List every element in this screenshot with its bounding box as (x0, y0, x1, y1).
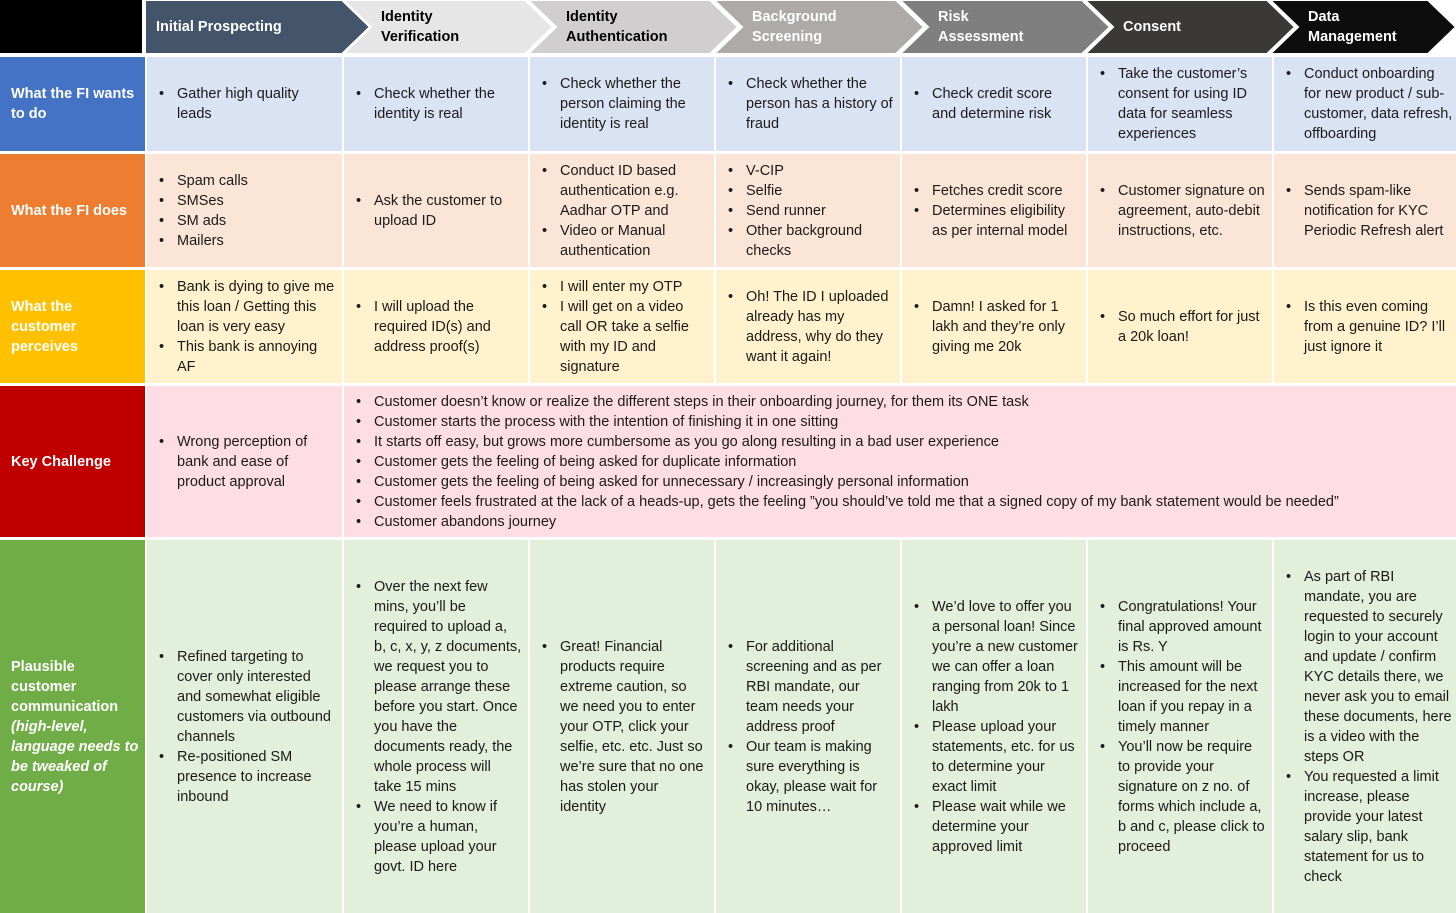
matrix-cell (147, 154, 342, 267)
bullet-item: • Our team is making sure everything is okay, please wait for 10 minutes… (726, 737, 894, 817)
row-label (0, 270, 145, 383)
matrix-cell (902, 540, 1086, 913)
matrix-cell (530, 540, 714, 913)
bullet-item: • Oh! The ID I uploaded already has my address, why do they want it again! (726, 287, 894, 367)
matrix-cell (344, 270, 528, 383)
matrix-cell (530, 270, 714, 383)
bullet-item: • I will enter my OTP (540, 277, 708, 297)
stage-label: Identity Verification (381, 9, 460, 45)
bullet-item: • SMSes (157, 191, 336, 211)
row-label-note: (high-level, language needs to be tweaked of course) (11, 718, 139, 795)
bullet-list (912, 181, 1080, 241)
bullet-item: • This bank is annoying AF (157, 337, 336, 377)
stage-chevron-4 (714, 0, 924, 54)
bullet-item: • Determines eligibility as per internal model (912, 201, 1080, 241)
stage-label: Background Screening (752, 9, 837, 45)
bullet-item: • V-CIP (726, 161, 894, 181)
bullet-item: • I will get on a video call OR take a selfie with my ID and signature (540, 297, 708, 377)
bullet-item: • Customer gets the feeling of being asked for unnecessary / increasingly personal information (354, 472, 1454, 492)
bullet-item: • Check whether the person has a history of fraud (726, 74, 894, 134)
key-challenge-merged-cell (344, 386, 1456, 537)
bullet-item: • Spam calls (157, 171, 336, 191)
bullet-item: • For additional screening and as per RBI mandate, our team needs your address proof (726, 637, 894, 737)
bullet-item: • Check credit score and determine risk (912, 84, 1080, 124)
bullet-item: • Fetches credit score (912, 181, 1080, 201)
bullet-list (1284, 297, 1454, 357)
matrix-cell (1274, 154, 1456, 267)
row-label-text: What the customer perceives (11, 298, 78, 355)
bullet-item: • Bank is dying to give me this loan / Getting this loan is very easy (157, 277, 336, 337)
bullet-list (1098, 64, 1266, 144)
bullet-list (1098, 597, 1266, 857)
bullet-list (157, 277, 336, 377)
bullet-list (1284, 181, 1454, 241)
bullet-item: • Damn! I asked for 1 lakh and they’re only giving me 20k (912, 297, 1080, 357)
stage-chevron-3 (528, 0, 738, 54)
matrix-cell (716, 270, 900, 383)
bullet-item: • Check whether the identity is real (354, 84, 522, 124)
row-label-text: Plausible customer communication (11, 658, 119, 715)
bullet-list (726, 74, 894, 134)
bullet-item: • You’ll now be require to provide your signature on z no. of forms which include a, b and c, please click to proceed (1098, 737, 1266, 857)
matrix-cell (147, 540, 342, 913)
bullet-list (157, 84, 336, 124)
bullet-item: • So much effort for just a 20k loan! (1098, 307, 1266, 347)
bullet-list (354, 191, 522, 231)
bullet-list (726, 287, 894, 367)
journey-matrix (0, 57, 1456, 913)
row-label (0, 386, 145, 537)
matrix-cell (902, 154, 1086, 267)
matrix-cell (716, 57, 900, 151)
bullet-list (157, 647, 336, 807)
row-label (0, 540, 145, 913)
matrix-cell (1088, 540, 1272, 913)
bullet-list (354, 392, 1454, 532)
header-corner-block (0, 0, 142, 53)
bullet-item: • Conduct onboarding for new product / sub-customer, data refresh, offboarding (1284, 64, 1454, 144)
row-label-text: What the FI wants to do (11, 86, 135, 122)
bullet-item: • Customer feels frustrated at the lack of a heads-up, gets the feeling ”you should’ve told me that a signed copy of my bank statement would be needed” (354, 492, 1454, 512)
bullet-item: • Selfie (726, 181, 894, 201)
bullet-item: • SM ads (157, 211, 336, 231)
matrix-cell (1274, 270, 1456, 383)
row-label (0, 57, 145, 151)
bullet-list (912, 297, 1080, 357)
stage-chevron-6 (1085, 0, 1295, 54)
stage-label: Risk Assessment (938, 9, 1024, 45)
matrix-cell (344, 540, 528, 913)
bullet-list (912, 597, 1080, 857)
matrix-cell (344, 154, 528, 267)
bullet-item: • As part of RBI mandate, you are requested to securely login to your account and update / confirm KYC details there, we never ask you to email these documents, here is a video with the steps OR (1284, 567, 1454, 767)
matrix-cell (147, 57, 342, 151)
stage-chevron-1 (145, 0, 370, 54)
bullet-item: • Take the customer’s consent for using ID data for seamless experiences (1098, 64, 1266, 144)
stage-label: Initial Prospecting (156, 19, 282, 35)
matrix-cell (902, 270, 1086, 383)
bullet-list (540, 277, 708, 377)
matrix-cell (147, 386, 342, 537)
bullet-item: • Wrong perception of bank and ease of product approval (157, 432, 336, 492)
bullet-list (354, 577, 522, 877)
bullet-list (726, 637, 894, 817)
bullet-list (157, 432, 336, 492)
row-label-text: What the FI does (11, 202, 127, 219)
bullet-list (1098, 307, 1266, 347)
bullet-list (354, 297, 522, 357)
matrix-cell (1088, 270, 1272, 383)
bullet-item: • Great! Financial products require extreme caution, so we need you to enter your OTP, click your selfie, etc. etc. Just so we’re sure that no one has stolen your identity (540, 637, 708, 817)
bullet-item: • Customer starts the process with the intention of finishing it in one sitting (354, 412, 1454, 432)
bullet-list (354, 84, 522, 124)
bullet-list (1098, 181, 1266, 241)
bullet-item: • Customer signature on agreement, auto-debit instructions, etc. (1098, 181, 1266, 241)
bullet-item: • Send runner (726, 201, 894, 221)
bullet-item: • Gather high quality leads (157, 84, 336, 124)
bullet-item: • Customer abandons journey (354, 512, 1454, 532)
row-label-text: Key Challenge (11, 453, 111, 470)
bullet-item: • Mailers (157, 231, 336, 251)
bullet-item: • Other background checks (726, 221, 894, 261)
stage-chevron-5 (900, 0, 1110, 54)
bullet-item: • Ask the customer to upload ID (354, 191, 522, 231)
bullet-list (726, 161, 894, 261)
bullet-item: • Check whether the person claiming the identity is real (540, 74, 708, 134)
bullet-list (157, 171, 336, 251)
bullet-item: • Customer gets the feeling of being asked for duplicate information (354, 452, 1454, 472)
bullet-item: • Sends spam-like notification for KYC Periodic Refresh alert (1284, 181, 1454, 241)
bullet-list (1284, 567, 1454, 887)
bullet-item: • Congratulations! Your final approved amount is Rs. Y (1098, 597, 1266, 657)
bullet-item: • Please wait while we determine your approved limit (912, 797, 1080, 857)
matrix-cell (530, 57, 714, 151)
matrix-cell (344, 57, 528, 151)
bullet-item: • Is this even coming from a genuine ID? I’ll just ignore it (1284, 297, 1454, 357)
matrix-cell (1274, 57, 1456, 151)
stage-label: Consent (1123, 19, 1181, 35)
bullet-item: • We’d love to offer you a personal loan! Since you’re a new customer we can offer a loan ranging from 20k to 1 lakh (912, 597, 1080, 717)
matrix-cell (530, 154, 714, 267)
stage-chevron-7 (1270, 0, 1456, 54)
journey-stage-header (0, 0, 1456, 55)
bullet-item: • Please upload your statements, etc. for us to determine your exact limit (912, 717, 1080, 797)
matrix-cell (716, 154, 900, 267)
matrix-cell (1274, 540, 1456, 913)
matrix-cell (902, 57, 1086, 151)
stage-chevron-2 (343, 0, 553, 54)
bullet-item: • Video or Manual authentication (540, 221, 708, 261)
stage-label: Data Management (1308, 9, 1397, 45)
bullet-list (912, 84, 1080, 124)
stage-label: Identity Authentication (566, 9, 668, 45)
matrix-cell (716, 540, 900, 913)
bullet-item: • This amount will be increased for the next loan if you repay in a timely manner (1098, 657, 1266, 737)
bullet-item: • I will upload the required ID(s) and address proof(s) (354, 297, 522, 357)
bullet-list (540, 637, 708, 817)
bullet-item: • Re-positioned SM presence to increase inbound (157, 747, 336, 807)
bullet-item: • You requested a limit increase, please provide your latest salary slip, bank statement for us to check (1284, 767, 1454, 887)
bullet-item: • Customer doesn’t know or realize the different steps in their onboarding journey, for them its ONE task (354, 392, 1454, 412)
bullet-item: • Conduct ID based authentication e.g. Aadhar OTP and (540, 161, 708, 221)
bullet-item: • It starts off easy, but grows more cumbersome as you go along resulting in a bad user experience (354, 432, 1454, 452)
bullet-list (1284, 64, 1454, 144)
bullet-item: • Refined targeting to cover only interested and somewhat eligible customers via outbound channels (157, 647, 336, 747)
matrix-cell (1088, 57, 1272, 151)
matrix-cell (147, 270, 342, 383)
bullet-list (540, 74, 708, 134)
matrix-cell (1088, 154, 1272, 267)
bullet-item: • Over the next few mins, you’ll be required to upload a, b, c, x, y, z documents, we request you to please arrange these before you start. Once you have the documents ready, the whole process will take 15 mins (354, 577, 522, 797)
bullet-list (540, 161, 708, 261)
bullet-item: • We need to know if you’re a human, please upload your govt. ID here (354, 797, 522, 877)
row-label (0, 154, 145, 267)
